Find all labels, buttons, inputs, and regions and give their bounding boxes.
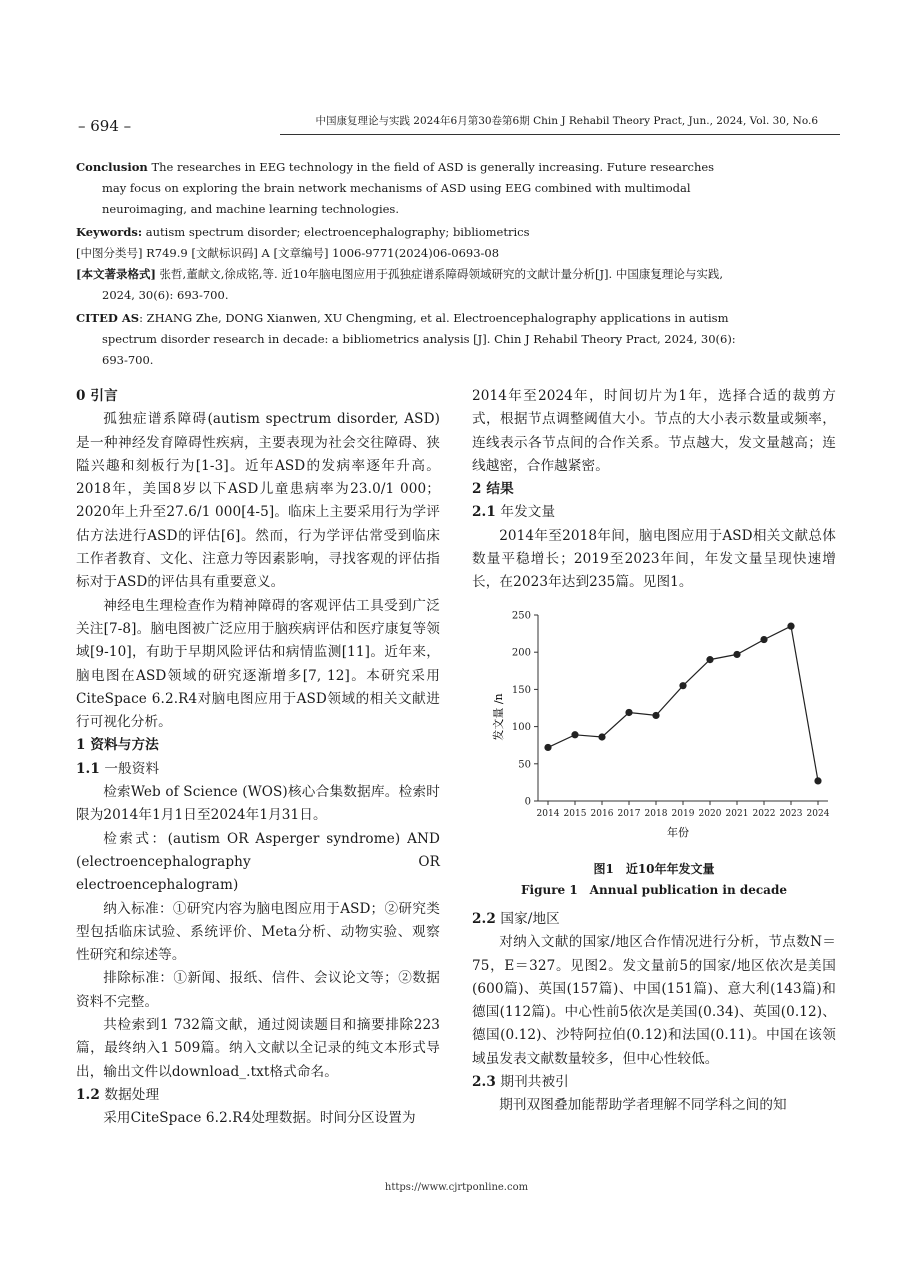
section-2-1-heading [472, 501, 836, 524]
section-1-title: 1 资料与方法 [76, 737, 159, 754]
section-number: 2.2 [472, 911, 496, 927]
y-tick-label: 50 [518, 759, 531, 771]
cited-as-paragraph [76, 308, 736, 371]
header-rule [280, 134, 840, 135]
y-tick-label: 0 [524, 796, 531, 808]
chart-marks [544, 623, 821, 785]
right-column-top [472, 385, 836, 595]
x-tick-label: 2021 [725, 809, 749, 819]
section-number: 1.2 [76, 1086, 100, 1103]
chart-axes [512, 611, 830, 820]
paragraph: 2014年至2024年，时间切片为1年，选择合适的裁剪方式，根据节点调整阈值大小。节点的大小表示数量或频率，连线表示各节点间的合作关系。节点越大，发文量越高；连线越密，合作越紧密。 [472, 388, 836, 474]
left-column [76, 385, 440, 1131]
paragraph: 纳入标准：①研究内容为脑电图应用于ASD；②研究类型包括临床试验、系统评价、Meta分析、动物实验、观察性研究和综述等。 [76, 900, 440, 964]
section-0-title: 0 引言 [76, 388, 118, 404]
cited-as-text: : ZHANG Zhe, DONG Xianwen, XU Chengming, et al. Electroencephalography applications in autism spectrum disorder research in decade: a bibliometrics analysis [J]. Chin J Rehabil Theory Pract, 2024, 30(6): 693-700. [102, 311, 736, 367]
conclusion-text: The researches in EEG technology in the field of ASD is generally increasing. Future researches may focus on exploring the brain network mechanisms of ASD using EEG combined with multimodal neuroimaging, and machine learning technologies. [102, 160, 715, 216]
x-tick-label: 2014 [536, 809, 560, 819]
section-title: 国家/地区 [495, 911, 560, 927]
x-tick-label: 2015 [563, 809, 587, 819]
x-tick-label: 2022 [752, 809, 776, 819]
conclusion-paragraph [76, 157, 736, 220]
classification-line: [中图分类号] R749.9 [文献标识码] A [文章编号] 1006-9771(2024)06-0693-08 [76, 246, 500, 260]
x-tick-label: 2017 [617, 809, 641, 819]
x-tick-label: 2018 [644, 809, 668, 819]
figure-caption-cn: 图1 近10年年发文量 [593, 862, 715, 876]
keywords-label: Keywords: [76, 225, 143, 239]
data-point [544, 744, 551, 751]
y-axis-label: 发文量 /n [492, 693, 505, 741]
footer-url: https://www.cjrtponline.com [384, 1182, 529, 1193]
y-tick-label: 100 [511, 722, 531, 734]
data-point [625, 709, 632, 716]
conclusion-label: Conclusion [76, 160, 148, 174]
x-axis-label: 年份 [667, 826, 689, 839]
citation-cn-paragraph [76, 264, 736, 306]
abstract-block [76, 157, 736, 371]
cited-as-label: CITED AS [76, 311, 140, 325]
paragraph: 神经电生理检查作为精神障碍的客观评估工具受到广泛关注[7-8]。脑电图被广泛应用于脑疾病评估和医疗康复等领域[9-10]，有助于早期风险评估和病情监测[11]。近年来，脑电图在ASD领域的研究逐渐增多[7, 12]。本研究采用CiteSpace 6.2.R4对脑电图应用于ASD领域的相关文献进行可视化分析。 [76, 597, 440, 731]
data-point [652, 712, 659, 719]
keywords-paragraph [76, 222, 736, 243]
paragraph: 排除标准：①新闻、报纸、信件、会议论文等；②数据资料不完整。 [76, 970, 440, 1010]
data-point [733, 651, 740, 658]
x-tick-label: 2019 [671, 809, 695, 819]
keywords-text: autism spectrum disorder; electroencephalography; bibliometrics [142, 225, 530, 239]
paragraph: 检索式：(autism OR Asperger syndrome) AND (electroencephalography OR electroencephalogram) [76, 830, 440, 894]
section-2-3-heading [472, 1071, 836, 1094]
paragraph: 采用CiteSpace 6.2.R4处理数据。时间分区设置为 [103, 1110, 416, 1127]
x-tick-label: 2023 [779, 809, 803, 819]
section-title: 期刊共被引 [495, 1074, 569, 1091]
y-tick-label: 200 [511, 647, 531, 659]
right-column-bottom [472, 908, 836, 1118]
data-point [787, 623, 794, 630]
section-title: 年发文量 [495, 504, 556, 521]
x-tick-label: 2016 [590, 809, 614, 819]
paragraph: 2014年至2018年间，脑电图应用于ASD相关文献总体数量平稳增长；2019至2023年间，年发文量呈现快速增长，在2023年达到235篇。见图1。 [472, 527, 836, 591]
y-tick-label: 150 [511, 684, 531, 696]
y-tick-label: 250 [511, 610, 531, 622]
data-point [571, 731, 578, 738]
citation-cn-label: [本文著录格式] [76, 267, 156, 281]
section-2-title: 2 结果 [472, 481, 514, 498]
paragraph: 孤独症谱系障碍(autism spectrum disorder, ASD)是一种神经发育障碍性疾病，主要表现为社会交往障碍、狭隘兴趣和刻板行为[1-3]。近年ASD的发病率逐年升高。2018年，美国8岁以下ASD儿童患病率为23.0/1 000；2020年上升至27.6/1 000[4-5]。临床上主要采用行为学评估方法进行ASD的评估[6]。然而，行为学评估常受到临床工作者教育、文化、注意力等因素影响，寻找客观的评估指标对于ASD的评估具有重要意义。 [76, 411, 440, 591]
section-title: 数据处理 [99, 1086, 160, 1103]
section-2-2-heading [472, 908, 836, 931]
data-point [706, 656, 713, 663]
citation-cn-text: 张哲,董献文,徐成铭,等. 近10年脑电图应用于孤独症谱系障碍领域研究的文献计量分析[J]. 中国康复理论与实践, 2024, 30(6): 693-700. [102, 267, 724, 302]
section-1-2-heading [76, 1084, 440, 1107]
data-point [814, 777, 821, 784]
annual-publication-chart [490, 605, 840, 845]
page-number: – 694 – [78, 117, 132, 135]
data-point [760, 636, 767, 643]
x-tick-label: 2024 [806, 809, 830, 819]
paragraph: 共检索到1 732篇文献，通过阅读题目和摘要排除223篇，最终纳入1 509篇。纳入文献以全记录的纯文本形式导出，输出文件以download_.txt格式命名。 [76, 1017, 440, 1080]
x-tick-label: 2020 [698, 809, 722, 819]
series-line [548, 626, 818, 781]
section-number: 1.1 [76, 760, 100, 777]
section-1-1-heading [76, 758, 440, 781]
paragraph: 检索Web of Science (WOS)核心合集数据库。检索时限为2014年1月1日至2024年1月31日。 [76, 784, 440, 824]
section-number: 2.1 [472, 504, 496, 521]
paragraph: 期刊双图叠加能帮助学者理解不同学科之间的知 [499, 1097, 787, 1114]
section-title: 一般资料 [99, 760, 160, 777]
data-point [598, 733, 605, 740]
figure-caption-en: Figure 1 Annual publication in decade [521, 883, 787, 897]
paragraph: 对纳入文献的国家/地区合作情况进行分析，节点数N＝75，E＝327。见图2。发文量前5的国家/地区依次是美国(600篇)、英国(157篇)、中国(151篇)、意大利(143篇)和德国(112篇)。中心性前5依次是美国(0.34)、英国(0.12)、德国(0.12)、沙特阿拉伯(0.12)和法国(0.11)。中国在该领域虽发表文献数量较多，但中心性较低。 [472, 934, 836, 1067]
section-number: 2.3 [472, 1074, 496, 1091]
running-head: 中国康复理论与实践 2024年6月第30卷第6期 Chin J Rehabil Theory Pract, Jun., 2024, Vol. 30, No.6 [315, 115, 818, 127]
data-point [679, 682, 686, 689]
